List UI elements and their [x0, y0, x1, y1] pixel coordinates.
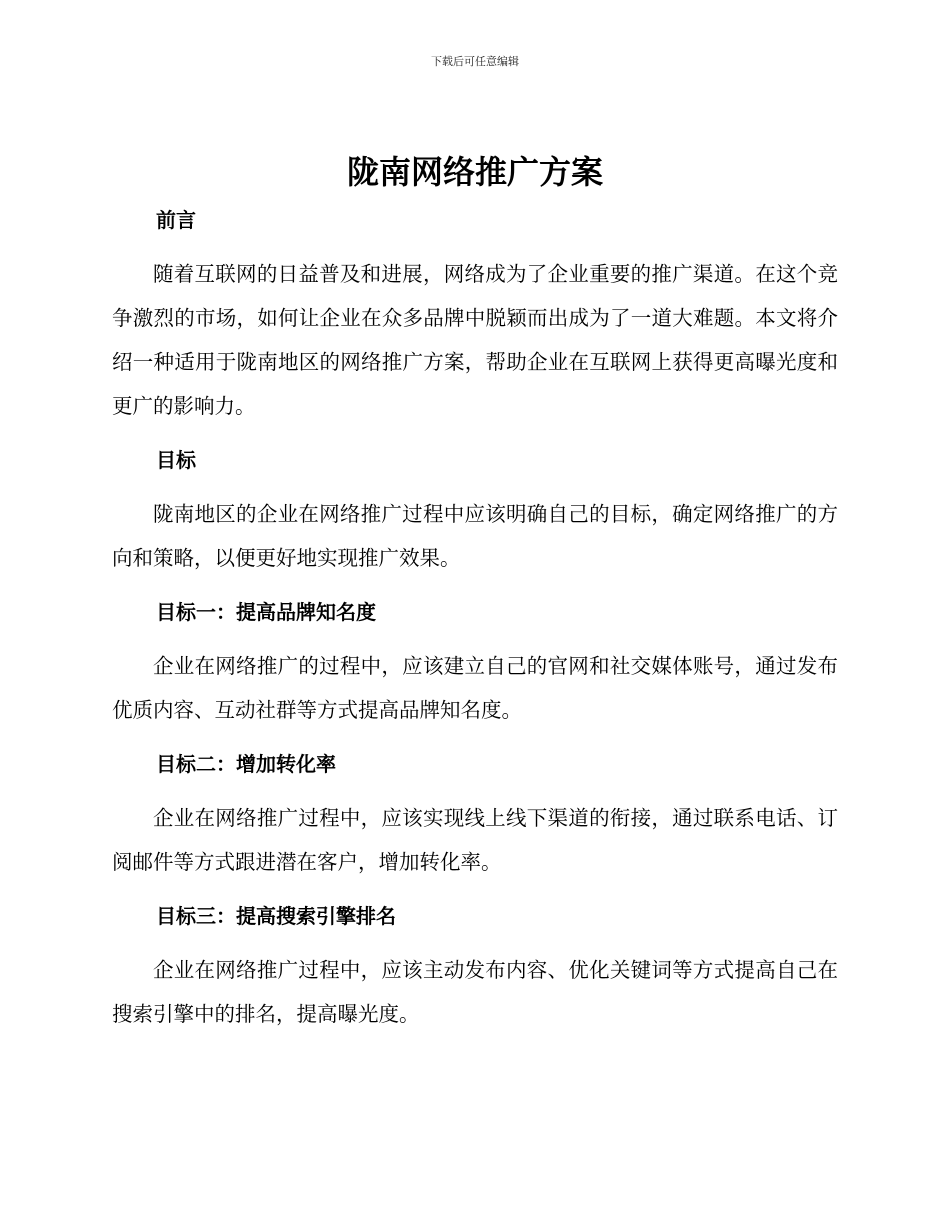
section-heading-preface: 前言	[156, 208, 196, 232]
section-paragraph-preface: 随着互联网的日益普及和进展，网络成为了企业重要的推广渠道。在这个竞争激烈的市场，如何让企业在众多品牌中脱颖而出成为了一道大难题。本文将介绍一种适用于陇南地区的网络推广方案，帮助企业在互联网上获得更高曝光度和更广的影响力。	[112, 262, 838, 418]
header-note: 下载后可任意编辑	[431, 55, 519, 68]
section-paragraph-goals: 陇南地区的企业在网络推广过程中应该明确自己的目标，确定网络推广的方向和策略，以便更好地实现推广效果。	[112, 502, 838, 570]
section-heading-goal-1: 目标一：提高品牌知名度	[156, 600, 376, 624]
section-heading-goal-2: 目标二：增加转化率	[156, 752, 336, 776]
section-paragraph-goal-3: 企业在网络推广过程中，应该主动发布内容、优化关键词等方式提高自己在搜索引擎中的排名，提高曝光度。	[112, 958, 838, 1026]
document-body	[112, 198, 838, 1036]
section-paragraph-goal-2: 企业在网络推广过程中，应该实现线上线下渠道的衔接，通过联系电话、订阅邮件等方式跟进潜在客户，增加转化率。	[112, 806, 838, 874]
section-heading-goal-3: 目标三：提高搜索引擎排名	[156, 904, 396, 928]
section-heading-goals: 目标	[156, 448, 196, 472]
document-title: 陇南网络推广方案	[346, 153, 603, 191]
section-paragraph-goal-1: 企业在网络推广的过程中，应该建立自己的官网和社交媒体账号，通过发布优质内容、互动社群等方式提高品牌知名度。	[112, 654, 838, 722]
